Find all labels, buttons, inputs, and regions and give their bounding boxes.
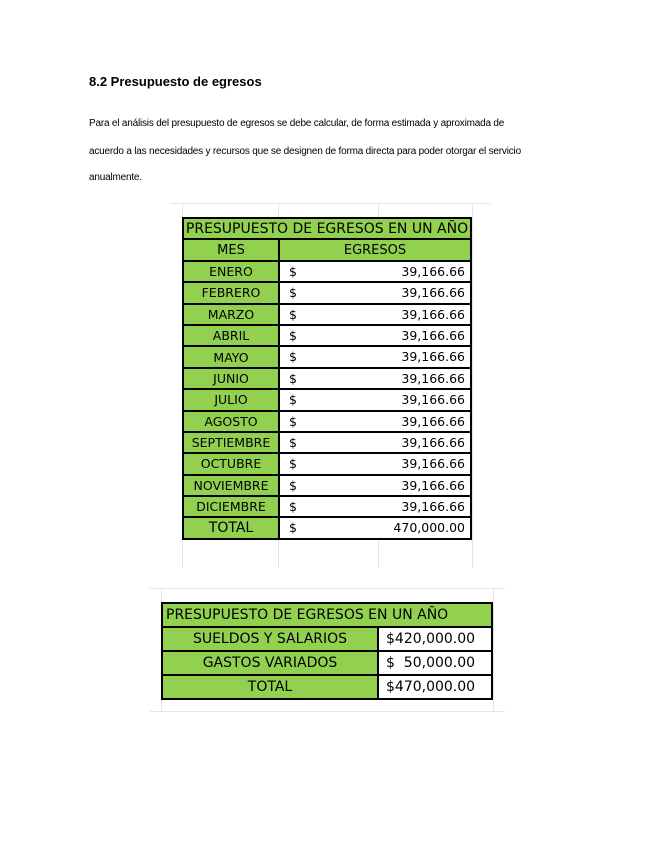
amount-value: 39,166.66: [401, 285, 465, 301]
month-cell: DICIEMBRE: [183, 496, 279, 517]
section-heading: 8.2 Presupuesto de egresos: [89, 74, 262, 89]
currency-symbol: $: [289, 285, 297, 301]
column-header-month: MES: [183, 239, 279, 260]
table-row: [183, 325, 471, 346]
month-cell: FEBRERO: [183, 282, 279, 303]
currency-symbol: $: [289, 520, 297, 536]
amount-cell: [279, 346, 471, 367]
table-title: PRESUPUESTO DE EGRESOS EN UN AÑO: [183, 218, 471, 239]
table-row: [183, 304, 471, 325]
amount-cell: [279, 411, 471, 432]
table-title-row: [183, 218, 471, 239]
currency-symbol: $: [289, 499, 297, 515]
month-cell: OCTUBRE: [183, 453, 279, 474]
month-cell: MARZO: [183, 304, 279, 325]
total-label: TOTAL: [183, 517, 279, 538]
summary-budget-table: [161, 602, 493, 700]
summary-amount: $470,000.00: [378, 675, 492, 699]
table-row: [183, 411, 471, 432]
table-title-row: [162, 603, 492, 627]
month-cell: ABRIL: [183, 325, 279, 346]
table-row: [183, 453, 471, 474]
currency-symbol: $: [289, 306, 297, 322]
table-row: [183, 261, 471, 282]
month-cell: ENERO: [183, 261, 279, 282]
amount-cell: [279, 432, 471, 453]
table-row: [183, 368, 471, 389]
amount-cell: [279, 282, 471, 303]
table-row: [162, 627, 492, 651]
currency-symbol: $: [289, 456, 297, 472]
summary-amount: $ 50,000.00: [378, 651, 492, 675]
table-title: PRESUPUESTO DE EGRESOS EN UN AÑO: [162, 603, 492, 627]
total-amount-value: 470,000.00: [393, 520, 465, 536]
amount-value: 39,166.66: [401, 413, 465, 429]
month-cell: SEPTIEMBRE: [183, 432, 279, 453]
gridline: [493, 588, 494, 712]
summary-label: GASTOS VARIADOS: [162, 651, 378, 675]
currency-symbol: $: [289, 434, 297, 450]
table-row: [162, 651, 492, 675]
month-cell: NOVIEMBRE: [183, 475, 279, 496]
paragraph-line-1: Para el análisis del presupuesto de egresos se debe calcular, de forma estimada y aproximada de: [89, 118, 505, 129]
table-header-row: [183, 239, 471, 260]
amount-cell: [279, 453, 471, 474]
amount-cell: [279, 304, 471, 325]
amount-cell: [279, 368, 471, 389]
amount-cell: [279, 325, 471, 346]
amount-value: 39,166.66: [401, 306, 465, 322]
gridline: [150, 711, 505, 712]
amount-value: 39,166.66: [401, 392, 465, 408]
amount-cell: [279, 261, 471, 282]
total-row: [183, 517, 471, 538]
table-row: [162, 675, 492, 699]
amount-value: 39,166.66: [401, 434, 465, 450]
currency-symbol: $: [289, 327, 297, 343]
amount-cell: [279, 496, 471, 517]
amount-value: 39,166.66: [401, 263, 465, 279]
monthly-budget-table: [182, 217, 472, 540]
amount-value: 39,166.66: [401, 499, 465, 515]
currency-symbol: $: [289, 349, 297, 365]
amount-cell: [279, 475, 471, 496]
currency-symbol: $: [289, 392, 297, 408]
gridline: [472, 203, 473, 568]
amount-value: 39,166.66: [401, 349, 465, 365]
table-row: [183, 282, 471, 303]
amount-value: 39,166.66: [401, 477, 465, 493]
currency-symbol: $: [289, 263, 297, 279]
column-header-amount: EGRESOS: [279, 239, 471, 260]
amount-value: 39,166.66: [401, 327, 465, 343]
summary-label: SUELDOS Y SALARIOS: [162, 627, 378, 651]
month-cell: MAYO: [183, 346, 279, 367]
summary-amount: $420,000.00: [378, 627, 492, 651]
paragraph-line-3: anualmente.: [89, 172, 142, 183]
currency-symbol: $: [289, 370, 297, 386]
total-amount-cell: [279, 517, 471, 538]
month-cell: JUNIO: [183, 368, 279, 389]
amount-cell: [279, 389, 471, 410]
amount-value: 39,166.66: [401, 370, 465, 386]
month-cell: AGOSTO: [183, 411, 279, 432]
paragraph-line-2: acuerdo a las necesidades y recursos que se designen de forma directa para poder otorgar el servicio: [89, 146, 521, 157]
month-cell: JULIO: [183, 389, 279, 410]
summary-label: TOTAL: [162, 675, 378, 699]
gridline: [170, 203, 490, 204]
table-row: [183, 432, 471, 453]
table-row: [183, 475, 471, 496]
table-row: [183, 346, 471, 367]
table-row: [183, 389, 471, 410]
currency-symbol: $: [289, 477, 297, 493]
amount-value: 39,166.66: [401, 456, 465, 472]
currency-symbol: $: [289, 413, 297, 429]
gridline: [150, 588, 505, 589]
table-row: [183, 496, 471, 517]
